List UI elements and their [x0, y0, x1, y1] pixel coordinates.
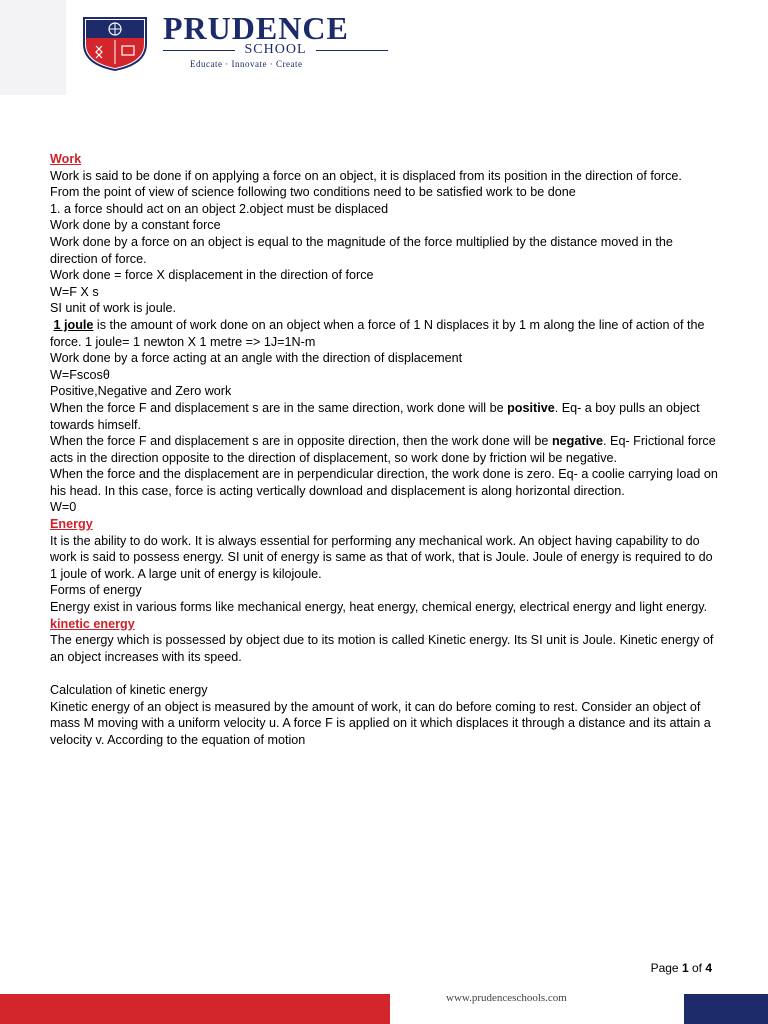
footer-bar-red	[0, 994, 390, 1024]
page-number	[651, 961, 712, 975]
paragraph: W=F X s	[50, 284, 99, 299]
brand-sub-row	[163, 42, 388, 58]
brand-name: PRUDENCE	[163, 10, 349, 46]
formula: W=Fscosθ	[50, 367, 110, 382]
text-run: . Eq- Frictional force acts in the direction opposite to the direction of displacement, so work done by friction wil be negative.	[50, 434, 716, 465]
paragraph: Calculation of kinetic energy	[50, 683, 208, 697]
text-run: . Eq- a boy pulls an object towards himself.	[50, 400, 700, 432]
paragraph: Work is said to be done if on applying a force on an object, it is displaced from its position in the direction of force.	[50, 168, 682, 183]
header-accent	[0, 0, 66, 95]
paragraph: Positive,Negative and Zero work	[50, 384, 232, 399]
paragraph: Energy exist in various forms like mechanical energy, heat energy, chemical energy, electrical energy and light energy.	[50, 600, 708, 615]
page-header	[0, 0, 768, 95]
joule-term: 1 joule	[53, 317, 94, 332]
heading-work: Work	[50, 152, 82, 166]
paragraph: It is the ability to do work. It is always essential for performing any mechanical work. An object having capability to do work is said to possess energy. SI unit of energy is same as that of work, that is Joule. Joule of energy is required to do 1 joule of work. A large unit of energy is kilojoule.	[50, 533, 713, 581]
paragraph: Work done by a constant force	[50, 218, 221, 233]
school-crest-icon	[80, 14, 150, 72]
formula: W=0	[50, 500, 77, 515]
paragraph: Work done = force X displacement in the direction of force	[50, 268, 374, 283]
text-run: When the force F and displacement s are in the same direction, work done will be	[50, 400, 508, 415]
brand-subtitle: SCHOOL	[244, 42, 307, 57]
spacer	[50, 665, 720, 682]
paragraph-negative	[50, 433, 720, 466]
paragraph: Work done by a force on an object is equal to the magnitude of the force multiplied by the distance moved in the direction of force.	[50, 234, 673, 266]
footer-url: www.prudenceschools.com	[446, 992, 567, 1004]
paragraph: Work done by a force acting at an angle with the direction of displacement	[50, 351, 463, 366]
bold-negative: negative	[551, 434, 604, 449]
paragraph-positive	[50, 400, 720, 433]
paragraph: Forms of energy	[50, 583, 142, 598]
paragraph: SI unit of work is joule.	[50, 301, 176, 316]
brand-tagline: Educate · Innovate · Create	[190, 59, 303, 69]
heading-energy: Energy	[50, 517, 93, 532]
joule-definition: is the amount of work done on an object when a force of 1 N displaces it by 1 m along the line of action of the force. 1 joule= 1 newton X 1 metre => 1J=1N-m	[50, 317, 705, 349]
page-total: 4	[705, 961, 712, 975]
footer-bar-navy	[684, 994, 768, 1024]
page-of: of	[688, 961, 706, 975]
paragraph: The energy which is possessed by object due to its motion is called Kinetic energy. Its SI unit is Joule. Kinetic energy of an object increases with its speed.	[50, 633, 714, 664]
page-prefix: Page	[650, 961, 682, 975]
paragraph: Kinetic energy of an object is measured by the amount of work, it can do before coming to rest. Consider an object of mass M moving with a uniform velocity u. A force F is applied on it which displaces it through a distance and its attain a velocity v. According to the equation of motion	[50, 699, 711, 747]
document-body	[50, 151, 720, 748]
bold-positive: positive	[507, 400, 555, 415]
paragraph-joule	[50, 317, 720, 350]
page-current: 1	[681, 961, 689, 975]
heading-kinetic-energy: kinetic energy	[50, 616, 135, 631]
text-run: When the force F and displacement s are in opposite direction, then the work done will be	[50, 434, 552, 449]
paragraph: From the point of view of science following two conditions need to be satisfied work to be done	[50, 185, 576, 200]
paragraph: 1. a force should act on an object 2.object must be displaced	[50, 201, 389, 216]
paragraph: When the force and the displacement are in perpendicular direction, the work done is zero. Eq- a coolie carrying load on his head. In this case, force is acting vertically download and displacement is along horizontal direction.	[50, 467, 718, 498]
